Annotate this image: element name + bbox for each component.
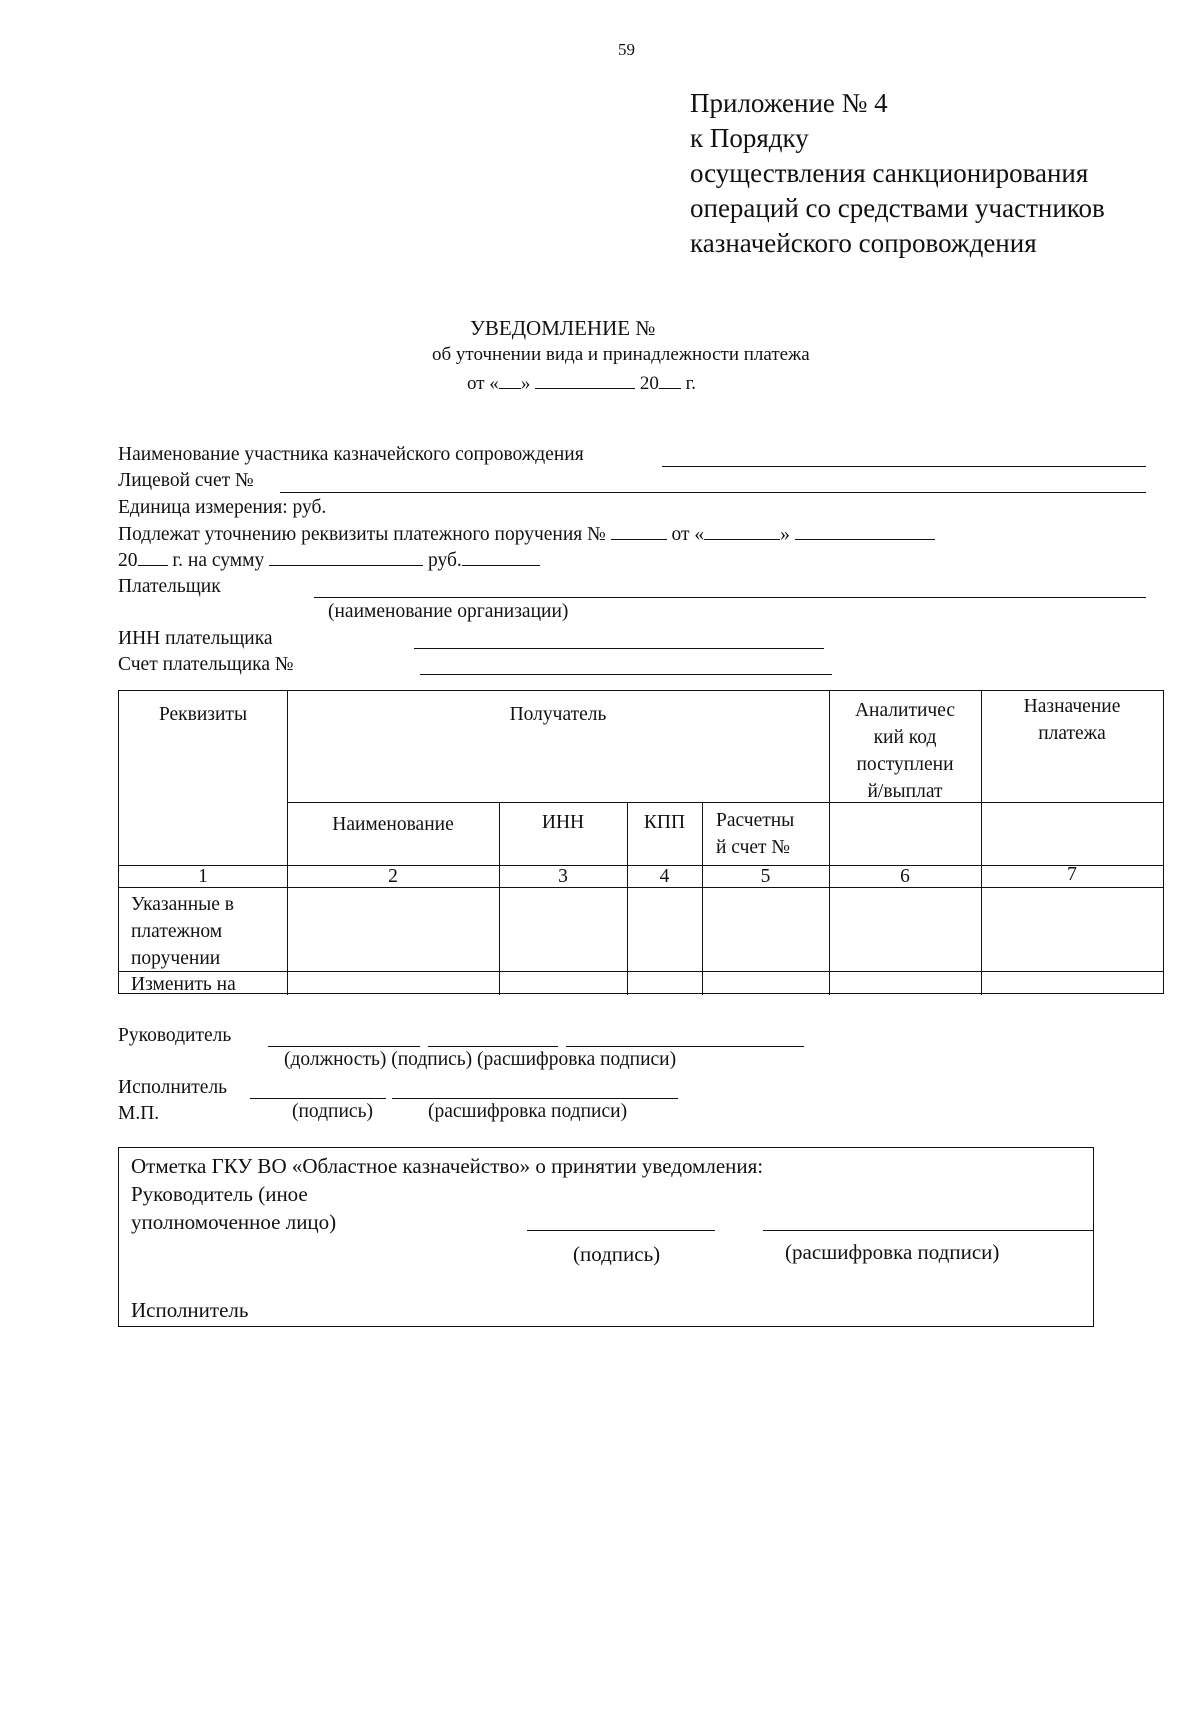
- acceptance-decode-hint: (расшифровка подписи): [785, 1240, 1000, 1264]
- appendix-line: операций со средствами участников: [690, 193, 1105, 223]
- payer-account-line[interactable]: [420, 674, 832, 675]
- notice-title: УВЕДОМЛЕНИЕ №: [470, 316, 656, 340]
- from-open: от «: [671, 524, 705, 545]
- head-decode-line[interactable]: [566, 1046, 804, 1047]
- col-number: 3: [558, 866, 568, 887]
- order-year-line[interactable]: [138, 549, 168, 566]
- row-specified: Указанные в платежном поручении: [131, 894, 234, 969]
- col-number: 4: [659, 866, 670, 887]
- notice-date: [467, 372, 696, 395]
- appendix-header: [690, 86, 1105, 261]
- col-number: 7: [1067, 864, 1077, 885]
- payer-inn-line[interactable]: [414, 648, 824, 649]
- order-day-line[interactable]: [704, 523, 780, 540]
- appendix-line: казначейского сопровождения: [690, 228, 1037, 258]
- payment-order-line: [118, 523, 935, 546]
- head-sign-line[interactable]: [428, 1046, 558, 1047]
- subheader-kpp: КПП: [643, 812, 686, 833]
- acceptance-head: Руководитель (иное: [131, 1182, 308, 1206]
- header-recipient: Получатель: [509, 704, 607, 725]
- from-close: »: [780, 524, 790, 545]
- account-line[interactable]: [280, 492, 1146, 493]
- treasury-acceptance-box: [118, 1147, 1094, 1327]
- appendix-line: Приложение № 4: [690, 88, 888, 118]
- payer-hint: (наименование организации): [328, 601, 569, 622]
- header-requisites: Реквизиты: [158, 704, 248, 725]
- header-purpose: Назначение платежа: [1023, 696, 1121, 744]
- year-prefix: 20: [118, 550, 138, 571]
- col-number: 1: [198, 866, 208, 887]
- executor-label: Исполнитель: [118, 1077, 228, 1098]
- acceptance-authorized: уполномоченное лицо): [131, 1210, 337, 1234]
- executor-decode-line[interactable]: [392, 1098, 678, 1099]
- header-analytic: Аналитичес кий код поступлени й/выплат: [854, 700, 956, 802]
- sum-input-line[interactable]: [269, 549, 423, 566]
- order-number-line[interactable]: [611, 523, 667, 540]
- payer-inn-label: ИНН плательщика: [118, 628, 273, 649]
- date-mid: »: [520, 373, 531, 394]
- appendix-line: к Порядку: [690, 123, 809, 153]
- col-number: 2: [388, 866, 398, 887]
- rub-label: руб.: [427, 550, 462, 571]
- date-year: 20: [639, 373, 659, 394]
- kop-input-line[interactable]: [462, 549, 540, 566]
- unit-label: Единица измерения: руб.: [118, 497, 327, 518]
- row-change-to: Изменить на: [131, 974, 236, 995]
- order-month-line[interactable]: [795, 523, 935, 540]
- notice-subtitle: об уточнении вида и принадлежности платежа: [432, 344, 810, 365]
- executor-decode-hint: (расшифровка подписи): [428, 1101, 628, 1122]
- acceptance-executor: Исполнитель: [131, 1298, 249, 1322]
- participant-label: Наименование участника казначейского сопровождения: [118, 444, 584, 465]
- executor-sign-line[interactable]: [250, 1098, 386, 1099]
- page-number: 59: [618, 40, 635, 59]
- col-number: 5: [760, 866, 771, 887]
- date-suffix: г.: [685, 373, 696, 394]
- acceptance-title: Отметка ГКУ ВО «Областное казначейство» о принятии уведомления:: [131, 1154, 764, 1178]
- payer-label: Плательщик: [118, 576, 221, 597]
- payment-order-label: Подлежат уточнению реквизиты платежного поручения №: [118, 524, 606, 545]
- sum-line: [118, 549, 540, 572]
- head-label: Руководитель: [118, 1025, 232, 1046]
- acceptance-sign-hint: (подпись): [573, 1242, 661, 1266]
- appendix-line: осуществления санкционирования: [690, 158, 1089, 188]
- mp-label: М.П.: [118, 1103, 160, 1124]
- subheader-inn: ИНН: [541, 812, 585, 833]
- account-label: Лицевой счет №: [118, 470, 254, 491]
- payer-line[interactable]: [314, 597, 1146, 598]
- date-prefix: от «: [467, 373, 499, 394]
- requisites-table: [118, 690, 1164, 994]
- subheader-name: Наименование: [332, 814, 454, 835]
- participant-line[interactable]: [662, 466, 1146, 467]
- head-position-line[interactable]: [268, 1046, 420, 1047]
- year-suffix: г. на сумму: [172, 550, 265, 571]
- acceptance-sign-line[interactable]: [527, 1230, 715, 1231]
- executor-sign-hint: (подпись): [292, 1101, 373, 1122]
- col-number: 6: [900, 866, 910, 887]
- subheader-account: Расчетны й счет №: [716, 810, 795, 858]
- head-hints: (должность) (подпись) (расшифровка подписи): [284, 1049, 677, 1070]
- payer-account-label: Счет плательщика №: [118, 654, 294, 675]
- acceptance-decode-line[interactable]: [763, 1230, 1093, 1231]
